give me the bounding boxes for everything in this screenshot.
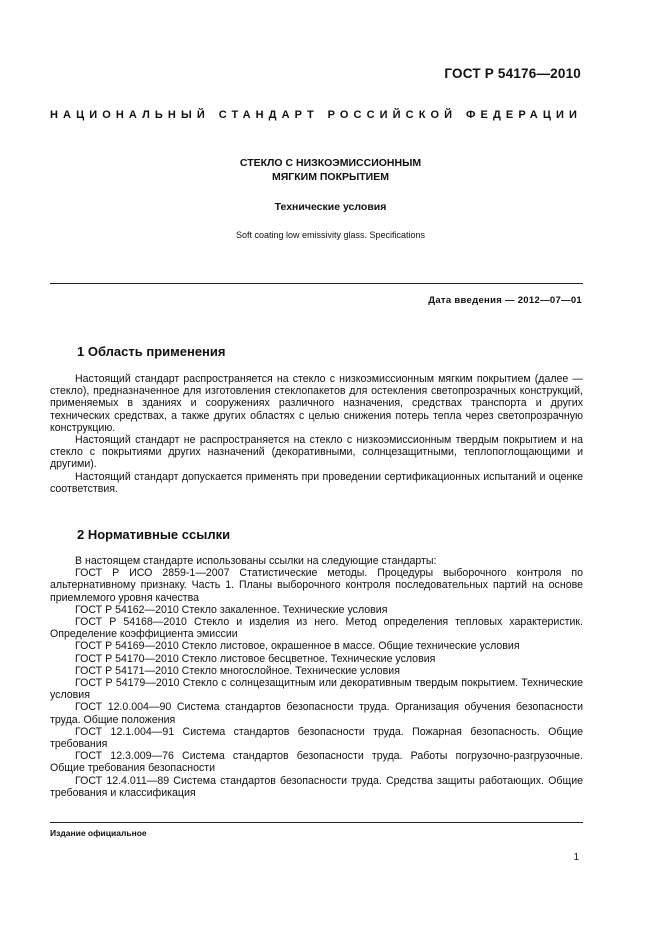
title-line-2: МЯГКИМ ПОКРЫТИЕМ bbox=[272, 171, 389, 183]
reference-item: ГОСТ Р 54170—2010 Стекло листовое бесцветное. Технические условия bbox=[75, 652, 436, 665]
english-title: Soft coating low emissivity glass. Specifications bbox=[235, 230, 426, 240]
paragraph: Настоящий стандарт не распространяется на стекло с низкоэмиссионным твердым покрытием и на стекло с покрытиями других назначений (декоративными, солнцезащитными, теплопоглощающими и другими). bbox=[50, 434, 583, 471]
section-1-body bbox=[50, 373, 583, 495]
official-edition-label: Издание официальное bbox=[50, 828, 147, 838]
reference-item: ГОСТ 12.3.009—76 Система стандартов безопасности труда. Работы погрузочно-разгрузочные. Общие требования безопасности bbox=[50, 750, 583, 775]
reference-item: ГОСТ 12.0.004—90 Система стандартов безопасности труда. Организация обучения безопасности труда. Общие положения bbox=[50, 701, 583, 726]
section-1-heading: 1 Область применения bbox=[77, 344, 226, 359]
introduction-date: Дата введения — 2012—07—01 bbox=[428, 295, 582, 306]
header-divider bbox=[50, 283, 583, 284]
paragraph: Настоящий стандарт распространяется на стекло с низкоэмиссионным мягким покрытием (далее — стекло), предназначенное для изготовления стеклопакетов для остекления светопрозрачных конструкций, применяемых в зданиях и сооружениях различного назначения, средствах транспорта и других технических средствах, а также других областях с целью снижения потерь тепла через светопрозрачную конструкцию. bbox=[50, 373, 583, 434]
paragraph: Настоящий стандарт допускается применять при проведении сертификационных испытаний и оценке соответствия. bbox=[50, 470, 583, 495]
reference-item: ГОСТ Р ИСО 2859-1—2007 Статистические методы. Процедуры выборочного контроля по альтернативному признаку. Часть 1. Планы выборочного контроля последовательных партий на основе приемлемого уровня качества bbox=[50, 567, 583, 604]
footer-divider bbox=[50, 822, 583, 823]
national-standard-banner: НАЦИОНАЛЬНЫЙ СТАНДАРТ РОССИЙСКОЙ ФЕДЕРАЦИИ bbox=[50, 109, 582, 121]
reference-item: ГОСТ 12.4.011—89 Система стандартов безопасности труда. Средства защиты работающих. Общие требования и классификация bbox=[50, 774, 583, 799]
paragraph: В настоящем стандарте использованы ссылки на следующие стандарты: bbox=[75, 555, 437, 567]
reference-item: ГОСТ 12.1.004—91 Система стандартов безопасности труда. Пожарная безопасность. Общие требования bbox=[50, 725, 583, 751]
section-2-heading: 2 Нормативные ссылки bbox=[77, 527, 231, 542]
page-number: 1 bbox=[573, 852, 579, 863]
reference-item: ГОСТ Р 54171—2010 Стекло многослойное. Технические условия bbox=[75, 664, 400, 677]
section-2-body bbox=[50, 555, 583, 799]
gost-number: ГОСТ Р 54176—2010 bbox=[444, 66, 581, 81]
reference-item: ГОСТ Р 54162—2010 Стекло закаленное. Технические условия bbox=[75, 603, 388, 616]
reference-item: ГОСТ Р 54179—2010 Стекло с солнцезащитным или декоративным твердым покрытием. Технические условия bbox=[50, 677, 583, 702]
reference-item: ГОСТ Р 54169—2010 Стекло листовое, окрашенное в массе. Общие технические условия bbox=[75, 640, 520, 653]
subtitle: Технические условия bbox=[274, 201, 387, 213]
reference-item: ГОСТ Р 54168—2010 Стекло и изделия из него. Метод определения тепловых характеристик. Определение коэффициента эмиссии bbox=[50, 616, 583, 641]
title-line-1: СТЕКЛО С НИЗКОЭМИССИОННЫМ bbox=[239, 157, 422, 169]
